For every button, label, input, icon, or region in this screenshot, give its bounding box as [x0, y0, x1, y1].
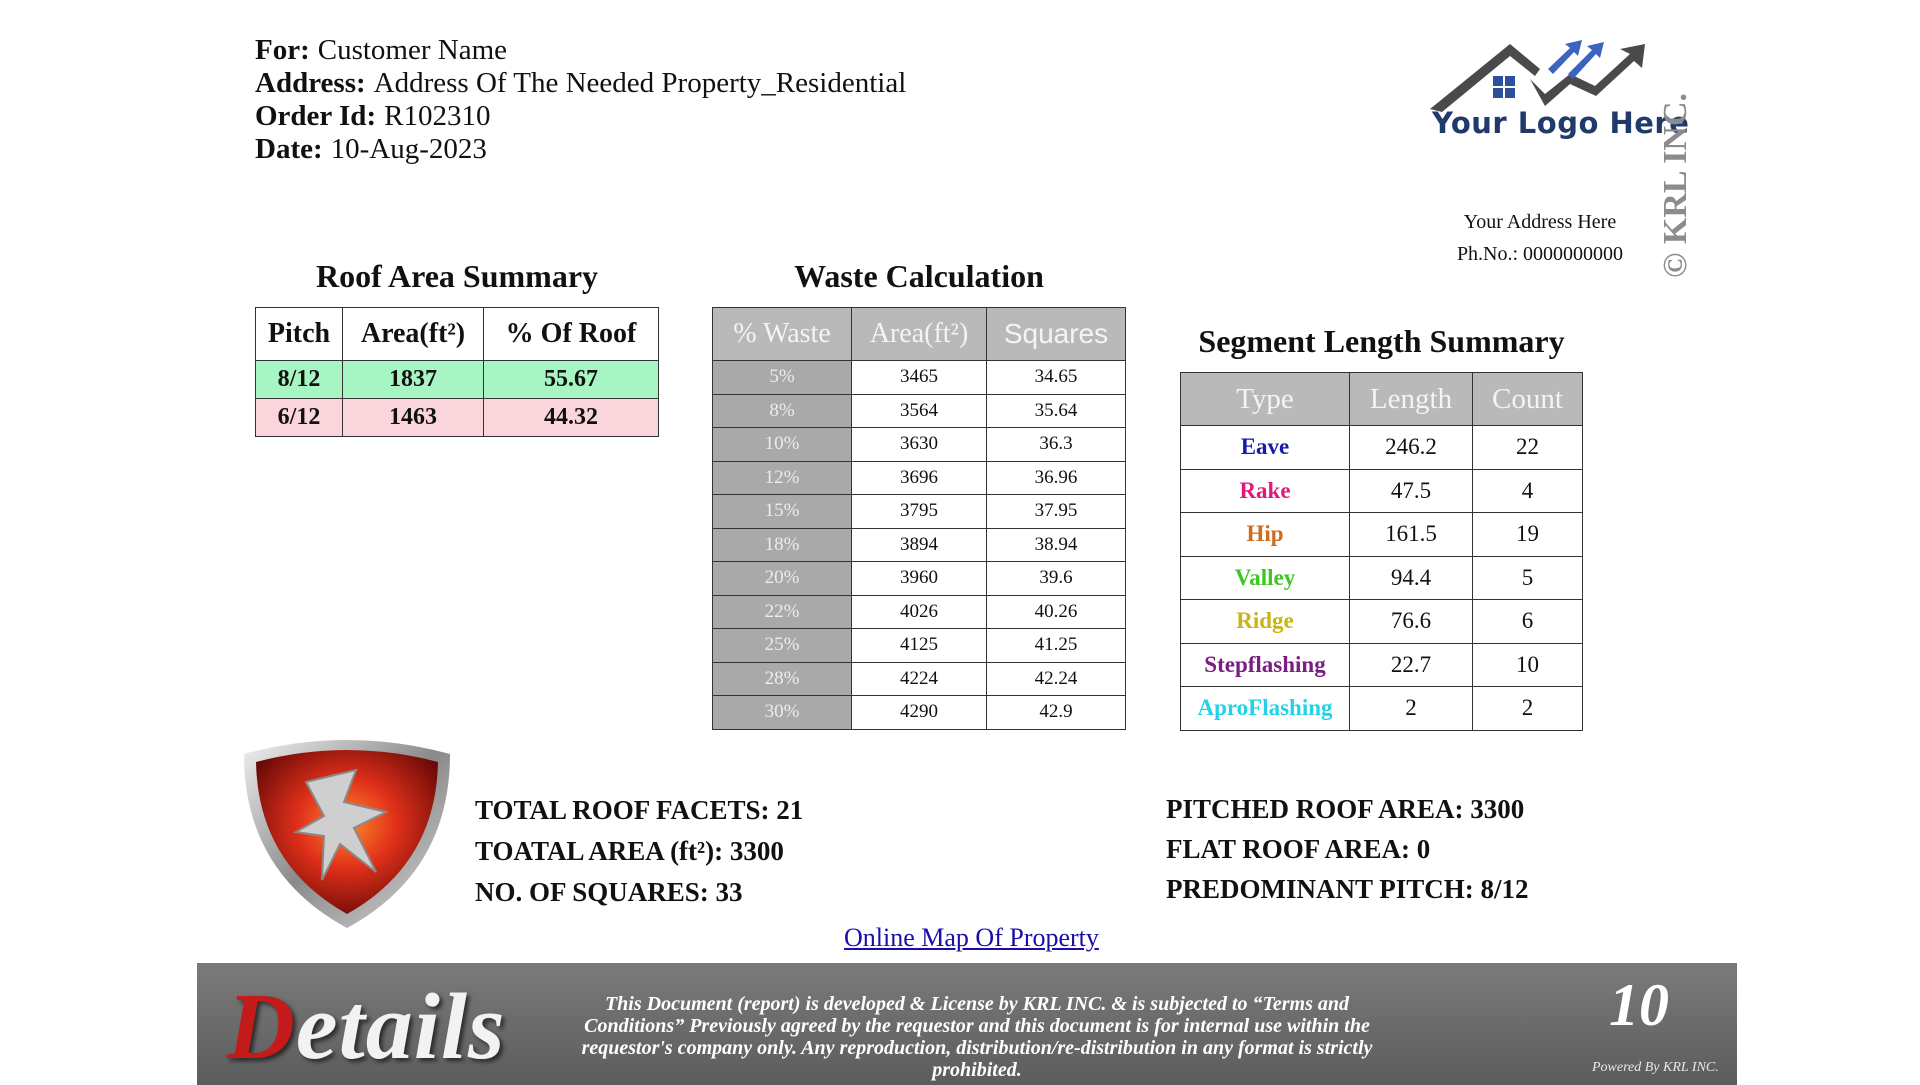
legal-notice: This Document (report) is developed & License by KRL INC. & is subjected to “Terms and Conditions” Previously agreed by the requestor and this document is for internal use within the requestor's company only. Any reproduction, distribution/re-distribution in any format is strictly prohibited.	[581, 993, 1373, 1081]
table-row	[713, 696, 1126, 730]
column-header: Count	[1473, 373, 1583, 426]
table-cell: Stepflashing	[1181, 643, 1350, 687]
table-cell: 3564	[852, 394, 987, 428]
field-label: For:	[255, 34, 310, 66]
table-row	[713, 629, 1126, 663]
totals-left	[475, 790, 803, 913]
table-cell: 76.6	[1350, 600, 1473, 644]
table-cell: 10	[1473, 643, 1583, 687]
number-of-squares: NO. OF SQUARES: 33	[475, 877, 743, 907]
table-row	[1181, 600, 1583, 644]
table-row	[713, 595, 1126, 629]
company-address	[1420, 206, 1660, 270]
order-id-row	[255, 100, 906, 133]
copyright-text: © KRL INC.	[1657, 92, 1694, 278]
table-cell: 4290	[852, 696, 987, 730]
totals-right	[1166, 789, 1529, 909]
table-cell: 1837	[343, 361, 484, 399]
online-map-link[interactable]: Online Map Of Property	[844, 923, 1099, 952]
table-row	[256, 361, 659, 399]
table-cell: 161.5	[1350, 513, 1473, 557]
predominant-pitch: PREDOMINANT PITCH: 8/12	[1166, 874, 1529, 904]
column-header: Area(ft²)	[343, 308, 484, 361]
column-header: Type	[1181, 373, 1350, 426]
table-cell: 55.67	[484, 361, 659, 399]
address-line: Your Address Here	[1463, 211, 1617, 233]
column-header: Pitch	[256, 308, 343, 361]
table-cell: 34.65	[987, 361, 1126, 395]
table-cell: 41.25	[987, 629, 1126, 663]
footer-title	[227, 973, 506, 1081]
total-area: TOATAL AREA (ft²): 3300	[475, 836, 784, 866]
roof-area-summary-title: Roof Area Summary	[315, 258, 599, 294]
segment-length-summary-title: Segment Length Summary	[1198, 323, 1565, 359]
footer-banner	[197, 963, 1737, 1085]
shield-emblem-icon	[236, 732, 458, 930]
customer-name-row	[255, 34, 906, 67]
table-header-row	[713, 308, 1126, 361]
table-cell: 1463	[343, 399, 484, 437]
table-row	[713, 562, 1126, 596]
table-cell: 44.32	[484, 399, 659, 437]
table-row	[1181, 556, 1583, 600]
table-row	[1181, 426, 1583, 470]
table-cell: Hip	[1181, 513, 1350, 557]
table-header-row	[1181, 373, 1583, 426]
flat-roof-area: FLAT ROOF AREA: 0	[1166, 834, 1431, 864]
pitched-roof-area: PITCHED ROOF AREA: 3300	[1166, 794, 1525, 824]
copyright-watermark	[1642, 82, 1702, 282]
phone-line: Ph.No.: 0000000000	[1456, 243, 1624, 265]
table-cell: Rake	[1181, 469, 1350, 513]
table-row	[713, 461, 1126, 495]
field-value: R102310	[384, 100, 491, 132]
table-cell: 94.4	[1350, 556, 1473, 600]
table-cell: Valley	[1181, 556, 1350, 600]
table-header-row	[256, 308, 659, 361]
logo-text: Your Logo Here	[1432, 106, 1690, 140]
table-row	[713, 394, 1126, 428]
table-row	[713, 361, 1126, 395]
segment-length-summary-table	[1180, 372, 1583, 731]
table-cell: 8%	[713, 394, 852, 428]
table-cell: 4026	[852, 595, 987, 629]
field-label: Address:	[255, 67, 366, 99]
table-cell: 12%	[713, 461, 852, 495]
table-cell: Ridge	[1181, 600, 1350, 644]
table-cell: 22	[1473, 426, 1583, 470]
field-value: Customer Name	[317, 34, 508, 66]
table-cell: 30%	[713, 696, 852, 730]
table-cell: 3630	[852, 428, 987, 462]
table-cell: 25%	[713, 629, 852, 663]
table-cell: Eave	[1181, 426, 1350, 470]
waste-calculation-title: Waste Calculation	[794, 258, 1044, 294]
column-header: % Waste	[713, 308, 852, 361]
table-row	[1181, 687, 1583, 731]
table-row	[1181, 643, 1583, 687]
table-cell: 6	[1473, 600, 1583, 644]
table-cell: 18%	[713, 528, 852, 562]
table-cell: 42.24	[987, 662, 1126, 696]
waste-calculation-table	[712, 307, 1126, 730]
table-cell: 2	[1473, 687, 1583, 731]
table-cell: 246.2	[1350, 426, 1473, 470]
table-cell: 3960	[852, 562, 987, 596]
table-row	[713, 662, 1126, 696]
table-row	[1181, 469, 1583, 513]
field-value: 10-Aug-2023	[330, 133, 487, 165]
table-cell: 4	[1473, 469, 1583, 513]
table-cell: 15%	[713, 495, 852, 529]
powered-by: Powered By KRL INC.	[1592, 1060, 1719, 1075]
table-cell: 42.9	[987, 696, 1126, 730]
table-cell: 3894	[852, 528, 987, 562]
table-cell: 6/12	[256, 399, 343, 437]
address-row	[255, 67, 906, 100]
table-row	[713, 428, 1126, 462]
table-cell: 20%	[713, 562, 852, 596]
field-value: Address Of The Needed Property_Residential	[373, 67, 907, 99]
table-cell: 39.6	[987, 562, 1126, 596]
column-header: Area(ft²)	[852, 308, 987, 361]
table-cell: 19	[1473, 513, 1583, 557]
table-cell: 47.5	[1350, 469, 1473, 513]
table-cell: 8/12	[256, 361, 343, 399]
table-cell: 35.64	[987, 394, 1126, 428]
footer-title-initial: D	[227, 975, 296, 1079]
table-row	[713, 528, 1126, 562]
roof-area-summary-table	[255, 307, 659, 437]
table-row	[256, 399, 659, 437]
table-cell: 3465	[852, 361, 987, 395]
table-cell: 22.7	[1350, 643, 1473, 687]
table-cell: 4125	[852, 629, 987, 663]
table-row	[1181, 513, 1583, 557]
table-cell: 10%	[713, 428, 852, 462]
table-cell: AproFlashing	[1181, 687, 1350, 731]
field-label: Order Id:	[255, 100, 377, 132]
table-cell: 5%	[713, 361, 852, 395]
table-cell: 2	[1350, 687, 1473, 731]
table-cell: 3696	[852, 461, 987, 495]
table-cell: 37.95	[987, 495, 1126, 529]
table-cell: 40.26	[987, 595, 1126, 629]
customer-info	[255, 34, 906, 166]
footer-title-rest: etails	[295, 975, 506, 1079]
page-number: 10	[1609, 972, 1669, 1038]
table-cell: 4224	[852, 662, 987, 696]
table-cell: 5	[1473, 556, 1583, 600]
table-cell: 28%	[713, 662, 852, 696]
table-cell: 38.94	[987, 528, 1126, 562]
table-cell: 36.3	[987, 428, 1126, 462]
column-header: Squares	[987, 308, 1126, 361]
field-label: Date:	[255, 133, 323, 165]
table-cell: 3795	[852, 495, 987, 529]
table-row	[713, 495, 1126, 529]
table-cell: 36.96	[987, 461, 1126, 495]
table-cell: 22%	[713, 595, 852, 629]
column-header: % Of Roof	[484, 308, 659, 361]
column-header: Length	[1350, 373, 1473, 426]
total-roof-facets: TOTAL ROOF FACETS: 21	[475, 795, 804, 825]
date-row	[255, 133, 906, 166]
